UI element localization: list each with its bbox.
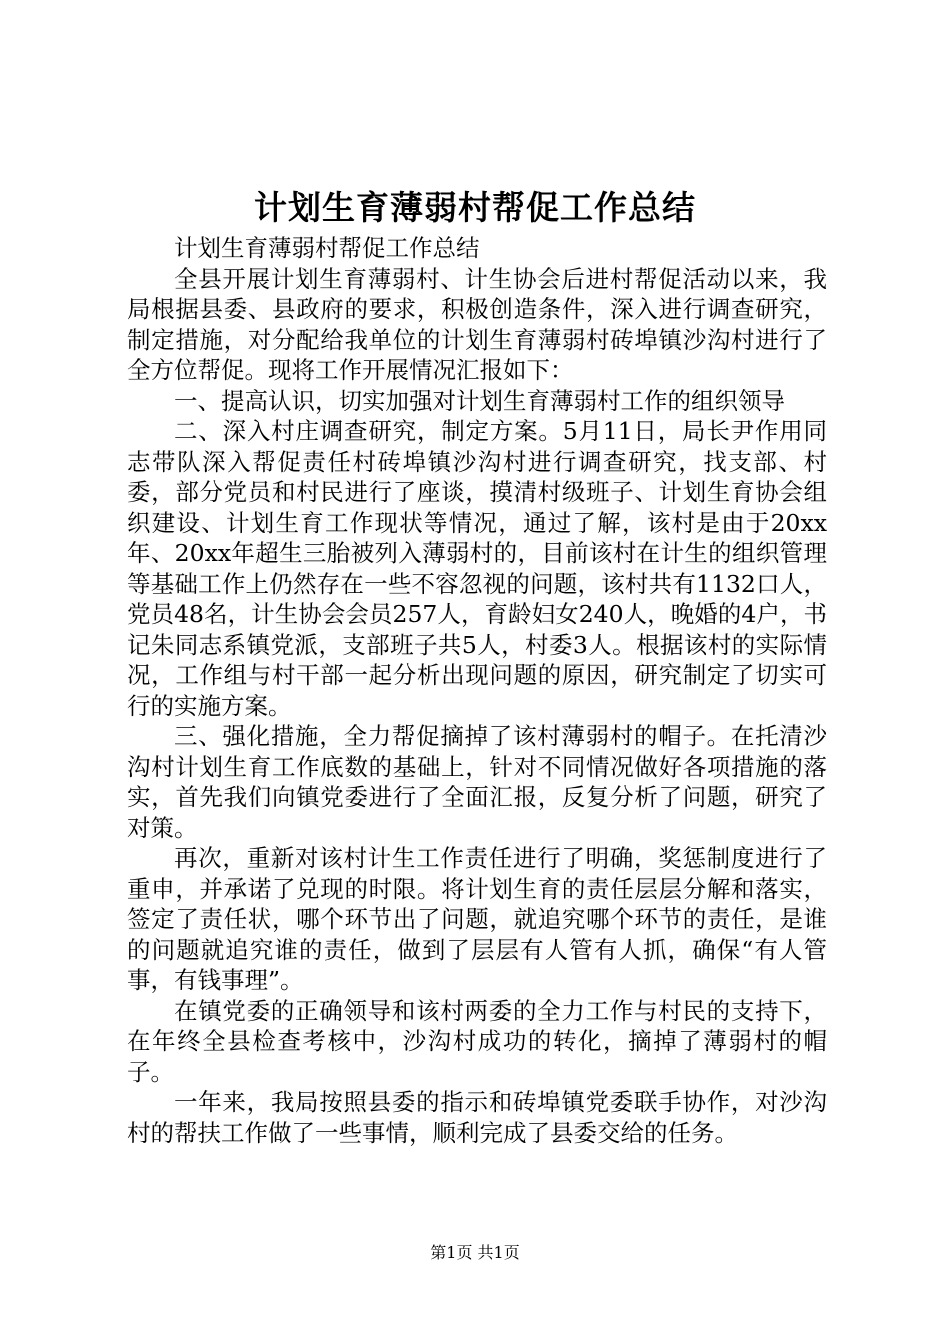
body-paragraph: 一年来，我局按照县委的指示和砖埠镇党委联手协作，对沙沟村的帮扶工作做了一些事情，顺利完成了县委交给的任务。 <box>127 1088 827 1147</box>
body-paragraph: 再次，重新对该村计生工作责任进行了明确，奖惩制度进行了重申，并承诺了兑现的时限。将计划生育的责任层层分解和落实，签定了责任状，哪个环节出了问题，就追究哪个环节的责任，是谁的问题就追究谁的责任，做到了层层有人管有人抓，确保“有人管事，有钱事理”。 <box>127 844 827 994</box>
document-title: 计划生育薄弱村帮促工作总结 <box>254 188 696 227</box>
body-paragraph: 在镇党委的正确领导和该村两委的全力工作与村民的支持下，在年终全县检查考核中，沙沟村成功的转化，摘掉了薄弱村的帽子。 <box>127 996 827 1086</box>
body-paragraph: 三、强化措施，全力帮促摘掉了该村薄弱村的帽子。在托清沙沟村计划生育工作底数的基础上，针对不同情况做好各项措施的落实，首先我们向镇党委进行了全面汇报，反复分析了问题，研究了对策。 <box>127 722 827 842</box>
body-paragraph: 二、深入村庄调查研究，制定方案。5月11日，局长尹作用同志带队深入帮促责任村砖埠镇沙沟村进行调查研究，找支部、村委，部分党员和村民进行了座谈，摸清村级班子、计划生育协会组织建设、计划生育工作现状等情况，通过了解，该村是由于20xx年、20xx年超生三胎被列入薄弱村的，目前该村在计生的组织管理等基础工作上仍然存在一些不容忽视的问题，该村共有1132口人，党员48名，计生协会会员257人，育龄妇女240人，晚婚的4户，书记朱同志系镇党派，支部班子共5人，村委3人。根据该村的实际情况，工作组与村干部一起分析出现问题的原因，研究制定了切实可行的实施方案。 <box>127 417 827 720</box>
body-paragraph: 一、提高认识，切实加强对计划生育薄弱村工作的组织领导 <box>174 386 785 415</box>
body-paragraph: 计划生育薄弱村帮促工作总结 <box>174 234 480 262</box>
document-body <box>127 233 827 1148</box>
body-paragraph: 全县开展计划生育薄弱村、计生协会后进村帮促活动以来，我局根据县委、县政府的要求，积极创造条件，深入进行调查研究，制定措施，对分配给我单位的计划生育薄弱村砖埠镇沙沟村进行了全方位帮促。现将工作开展情况汇报如下： <box>127 264 827 384</box>
page-number-footer: 第1页 共1页 <box>430 1243 520 1262</box>
